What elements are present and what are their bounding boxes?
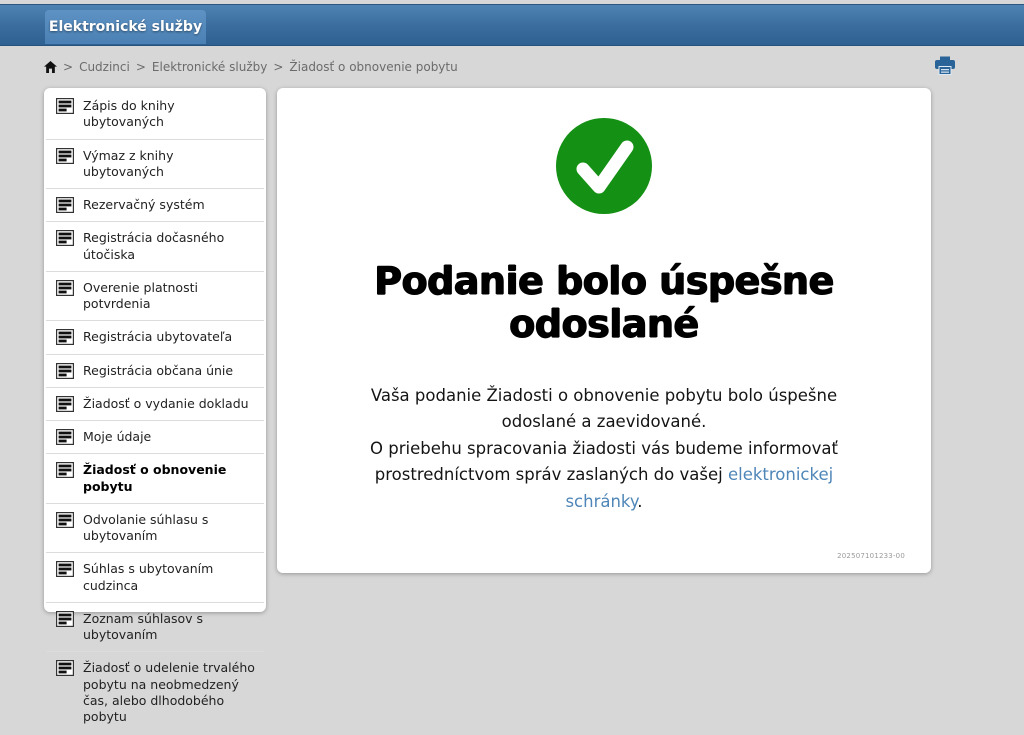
breadcrumb-item-elektronicke-sluzby[interactable]: Elektronické služby [151,60,268,74]
sidebar-item-rezervacny-system[interactable] [46,189,264,222]
sidebar-item-label: Registrácia občana únie [83,362,234,378]
main-panel [277,88,931,573]
form-icon [56,197,74,213]
sidebar-item-ziadost-o-udelenie-trvaleho-pobytu[interactable] [46,652,264,733]
sidebar-item-ziadost-o-obnovenie-pobytu[interactable] [46,454,264,504]
sidebar-item-zapis-do-knihy[interactable] [46,90,264,140]
sidebar-item-odvolanie-suhlasu[interactable] [46,504,264,554]
sidebar-item-vymaz-z-knihy[interactable] [46,140,264,190]
sidebar-item-list [44,88,266,735]
form-icon [56,280,74,296]
sidebar-item-label: Žiadosť o vydanie dokladu [83,395,249,411]
breadcrumb [44,58,924,76]
sidebar-item-label: Rezervačný systém [83,197,205,212]
sidebar-item-label: Odvolanie súhlasu s ubytovaním [83,511,209,543]
form-icon [56,512,74,528]
sidebar-item-registracia-obcana-unie[interactable] [46,355,264,388]
form-icon [56,396,74,412]
success-message-period: . [637,491,643,511]
sidebar-item-label: Žiadosť o udelenie trvalého pobytu na neobmedzený čas, alebo dlhodobého pobytu [83,660,255,724]
form-icon [56,561,74,577]
breadcrumb-separator: > [63,60,74,74]
sidebar-item-label: Registrácia ubytovateľa [83,329,233,345]
sidebar-item-suhlas-s-ubytovanim[interactable] [46,553,264,603]
success-message-sentence2: O priebehu spracovania žiadosti vás budeme informovať prostredníctvom správ zaslaných do vašej [370,438,838,485]
document-id: 202507101233-00 [837,552,905,560]
home-icon[interactable] [44,61,57,73]
sidebar-item-registracia-ubytovatela[interactable] [46,321,264,354]
sidebar-item-label: Žiadosť o obnovenie pobytu [83,462,227,494]
form-icon [56,611,74,627]
sidebar-item-moje-udaje[interactable] [46,421,264,454]
success-message-sentence1: Vaša podanie Žiadosti o obnovenie pobytu bolo úspešne odoslané a zaevidované. [370,386,838,432]
sidebar-item-ziadost-o-vydanie-dokladu[interactable] [46,388,264,421]
form-icon [56,148,74,164]
form-icon [56,660,74,676]
sidebar-item-label: Registrácia dočasného útočiska [83,230,225,262]
printer-icon [934,56,958,76]
sidebar-item-label: Súhlas s ubytovaním cudzinca [83,561,214,593]
form-icon [56,329,74,345]
breadcrumb-item-cudzinci[interactable]: Cudzinci [79,60,130,74]
success-message [365,383,843,515]
sidebar-item-zoznam-suhlasov[interactable] [46,603,264,653]
success-check-icon [556,118,652,214]
breadcrumb-item-current: Žiadosť o obnovenie pobytu [289,60,458,74]
sidebar-item-label: Zápis do knihy ubytovaných [83,98,175,130]
breadcrumb-separator: > [273,60,284,74]
form-icon [56,98,74,114]
electronic-mailbox-link[interactable]: elektronickej schránky [565,465,834,511]
breadcrumb-separator: > [135,60,146,74]
form-icon [56,363,74,379]
sidebar-item-label: Moje údaje [83,429,152,444]
sidebar-item-overenie-platnosti[interactable] [46,272,264,322]
sidebar-item-label: Zoznam súhlasov s ubytovaním [83,610,204,642]
print-button[interactable] [934,55,958,77]
sidebar-item-registracia-docasneho-utociska[interactable] [46,222,264,272]
success-title: Podanie bolo úspešne odoslané [374,259,834,346]
form-icon [56,429,74,445]
tab-elektronicke-sluzby[interactable]: Elektronické služby [45,10,206,44]
sidebar-item-label: Overenie platnosti potvrdenia [83,279,198,311]
form-icon [56,462,74,478]
sidebar-item-label: Výmaz z knihy ubytovaných [83,147,174,179]
header-bar [0,4,1024,46]
form-icon [56,230,74,246]
sidebar-menu [44,88,266,724]
